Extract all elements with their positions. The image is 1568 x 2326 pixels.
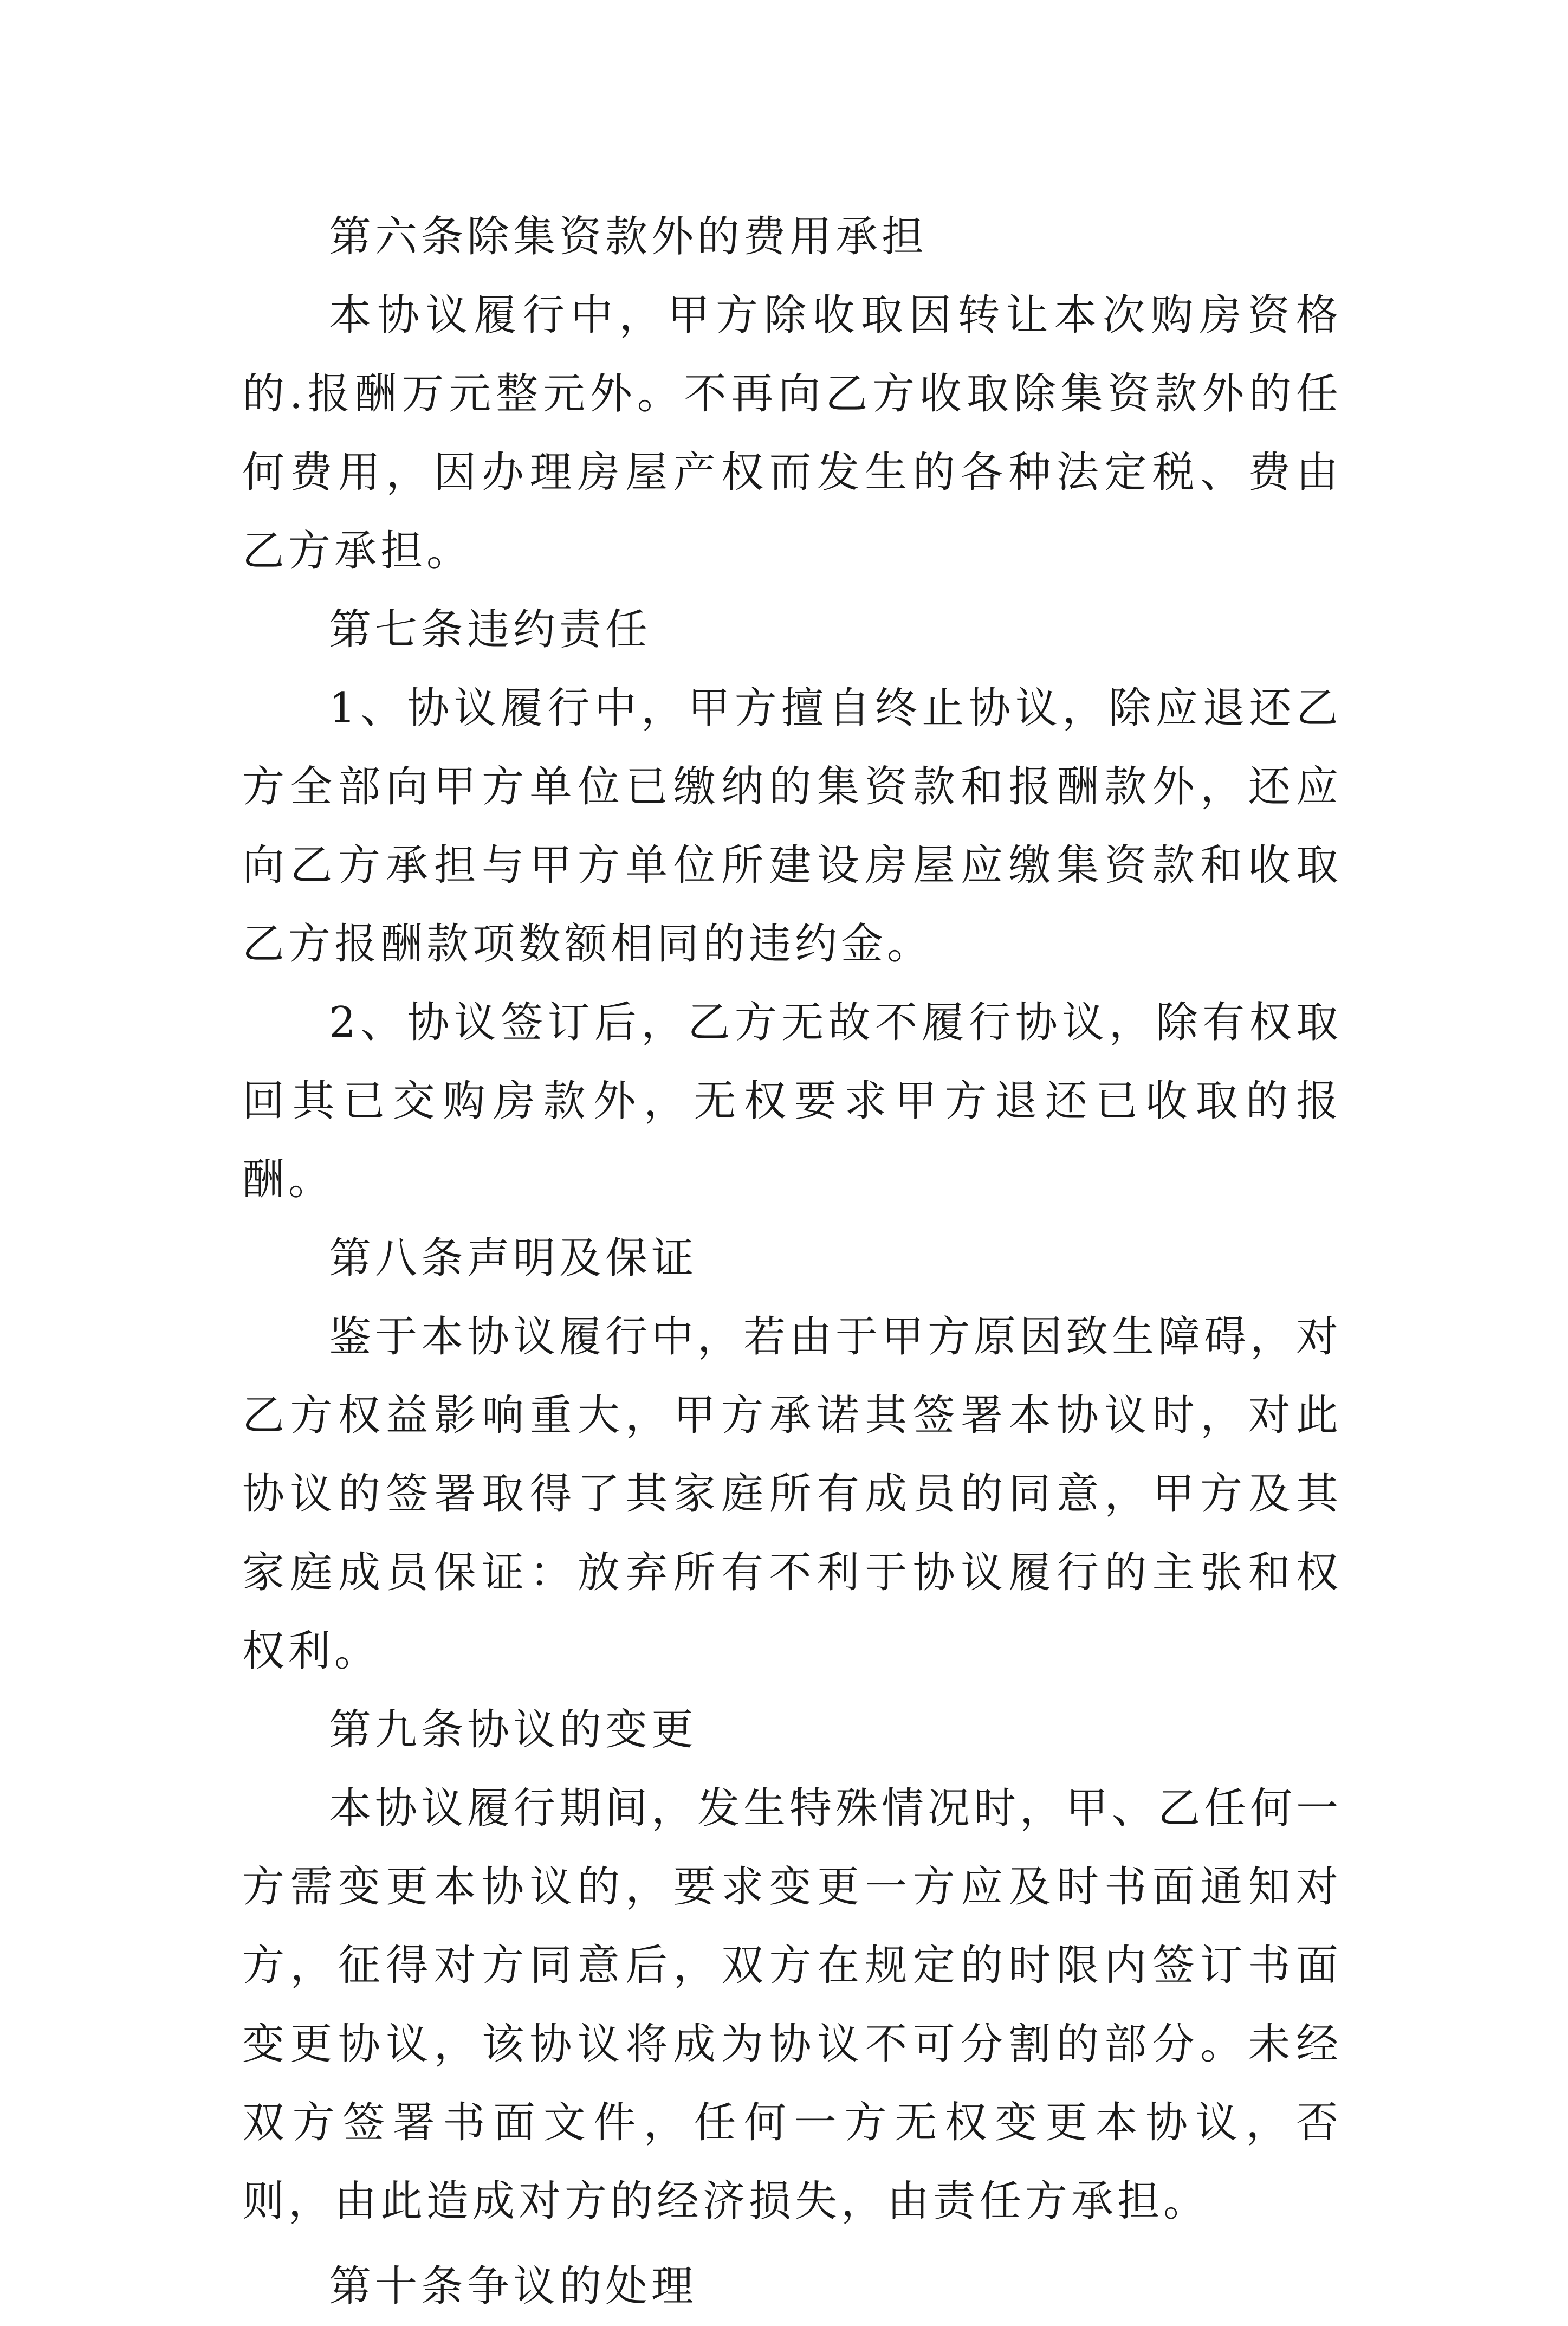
article-6-heading: 第六条除集资款外的费用承担	[329, 212, 928, 261]
article-7-clause-1: 1、协议履行中，甲方擅自终止协议，除应退还乙方全部向甲方单位已缴纳的集资款和报酬款外，还应向乙方承担与甲方单位所建设房屋应缴集资款和收取乙方报酬款项数额相同的违约金。	[242, 684, 1342, 968]
article-10-heading: 第十条争议的处理	[329, 2262, 698, 2311]
article-8-heading: 第八条声明及保证	[329, 1234, 698, 1283]
article-6-paragraph: 本协议履行中，甲方除收取因转让本次购房资格的.报酬万元整元外。不再向乙方收取除集资款外的任何费用，因办理房屋产权而发生的各种法定税、费由乙方承担。	[242, 291, 1342, 576]
article-9-heading: 第九条协议的变更	[329, 1705, 698, 1754]
article-7-heading: 第七条违约责任	[329, 605, 652, 654]
article-9-paragraph: 本协议履行期间，发生特殊情况时，甲、乙任何一方需变更本协议的，要求变更一方应及时书面通知对方，征得对方同意后，双方在规定的时限内签订书面变更协议，该协议将成为协议不可分割的部分。未经双方签署书面文件，任何一方无权变更本协议，否则，由此造成对方的经济损失，由责任方承担。	[242, 1784, 1343, 2226]
spacer	[242, 2241, 1342, 2247]
document-body	[242, 198, 1342, 2326]
article-8-paragraph: 鉴于本协议履行中，若由于甲方原因致生障碍，对乙方权益影响重大，甲方承诺其签署本协议时，对此协议的签署取得了其家庭所有成员的同意，甲方及其家庭成员保证：放弃所有不利于协议履行的主张和权权利。	[242, 1313, 1343, 1676]
article-7-clause-2: 2、协议签订后，乙方无故不履行协议，除有权取回其已交购房款外，无权要求甲方退还已收取的报酬。	[242, 998, 1342, 1204]
